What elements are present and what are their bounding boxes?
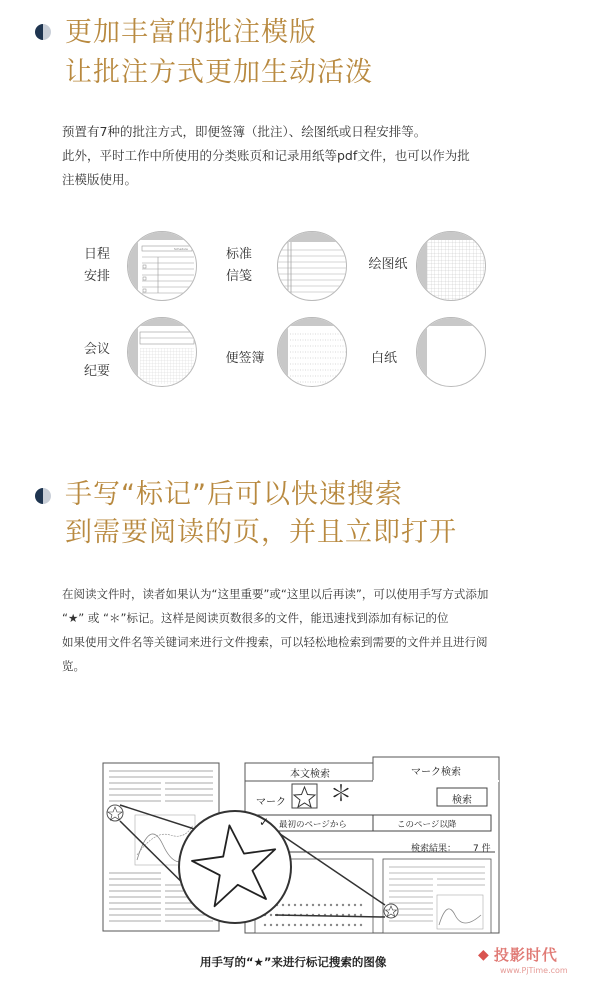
- watermark-url: www.PjTime.com: [500, 966, 568, 975]
- section2-paragraph-line3: 如果使用文件名等关键词来进行文件搜索，可以轻松地检索到需要的文件并且进行阅: [62, 635, 488, 649]
- template-graph-paper-thumbnail[interactable]: [416, 231, 486, 301]
- template-label-blank-line1: 白纸: [370, 351, 397, 366]
- section2-paragraph-line2: “★” 或 “＊”标记。这样是阅读页数很多的文件，能迅速找到添加有标记的位: [62, 611, 449, 625]
- section1-paragraph-line2: 此外，平时工作中所使用的分类账页和记录用纸等pdf文件，也可以作为批: [62, 148, 470, 163]
- template-label-letter-line2: 信笺: [225, 269, 252, 284]
- template-schedule-thumbnail[interactable]: [127, 231, 197, 301]
- template-label-notepad: [225, 348, 265, 370]
- watermark-logo-text: 投影时代: [493, 946, 558, 964]
- section1-paragraph-line3: 注模版使用。: [62, 172, 138, 187]
- search-button[interactable]: 検索: [452, 795, 472, 806]
- minutes-page-icon: [128, 318, 197, 387]
- section2-title-line1: 手写“标记”后可以快速搜索: [65, 479, 403, 510]
- template-label-graph-paper-line1: 绘图纸: [368, 257, 408, 272]
- template-label-schedule-line2: 安排: [83, 269, 110, 284]
- mark-label: マーク: [256, 797, 286, 808]
- notepad-page-icon: [278, 318, 347, 387]
- tab-text-search[interactable]: 本文検索: [290, 769, 330, 780]
- template-blank-thumbnail[interactable]: [416, 317, 486, 387]
- asterisk-mark-icon[interactable]: ＊: [330, 782, 353, 807]
- mark-search-illustration: [95, 755, 505, 935]
- section1-bullet-icon: [35, 24, 51, 40]
- checkbox-check-icon[interactable]: ✓: [259, 815, 270, 829]
- illustration-caption: 用手写的“★”来进行标记搜索的图像: [200, 955, 387, 969]
- schedule-page-icon: [128, 232, 197, 301]
- template-label-minutes-line2: 纪要: [83, 364, 110, 379]
- section2-paragraph-line1: 在阅读文件时，读者如果认为“这里重要”或“这里以后再读”，可以使用手写方式添加: [62, 587, 489, 601]
- template-notepad-thumbnail[interactable]: [277, 317, 347, 387]
- template-label-blank: [368, 348, 400, 370]
- option-first-page[interactable]: 最初のページから: [279, 820, 347, 830]
- schedule-page-header-text: Schedule: [174, 247, 188, 251]
- graph-paper-icon: [417, 232, 486, 301]
- results-count: 7 件: [473, 844, 491, 854]
- template-label-minutes-line1: 会议: [83, 342, 110, 357]
- template-letter-thumbnail[interactable]: [277, 231, 347, 301]
- template-minutes-thumbnail[interactable]: [127, 317, 197, 387]
- template-label-schedule-line1: 日程: [83, 247, 110, 262]
- letter-page-icon: [278, 232, 347, 301]
- option-this-page[interactable]: このページ以降: [397, 820, 457, 830]
- section2-title-line2: 到需要阅读的页，并且立即打开: [65, 517, 457, 548]
- results-label: 検索結果：: [411, 844, 457, 854]
- section2-paragraph-line4: 览。: [62, 659, 85, 673]
- template-label-minutes: [82, 339, 112, 383]
- template-label-letter-line1: 标准: [225, 247, 252, 262]
- section1-title-line2: 让批注方式更加生动活泼: [65, 57, 373, 88]
- tab-mark-search[interactable]: マーク検索: [411, 767, 461, 778]
- blank-page-icon: [417, 318, 486, 387]
- template-label-notepad-line1: 便签簿: [225, 351, 265, 366]
- watermark-logo-mark-icon: ◆: [478, 946, 489, 963]
- watermark-logo: [478, 944, 558, 965]
- template-label-letter: [224, 244, 254, 288]
- template-label-schedule: [82, 244, 112, 288]
- section1-title-line1: 更加丰富的批注模版: [65, 17, 317, 48]
- section1-paragraph-line1: 预置有7种的批注方式，即便签簿（批注）、绘图纸或日程安排等。: [62, 124, 427, 139]
- template-label-graph-paper: [368, 254, 408, 276]
- section2-bullet-icon: [35, 488, 51, 504]
